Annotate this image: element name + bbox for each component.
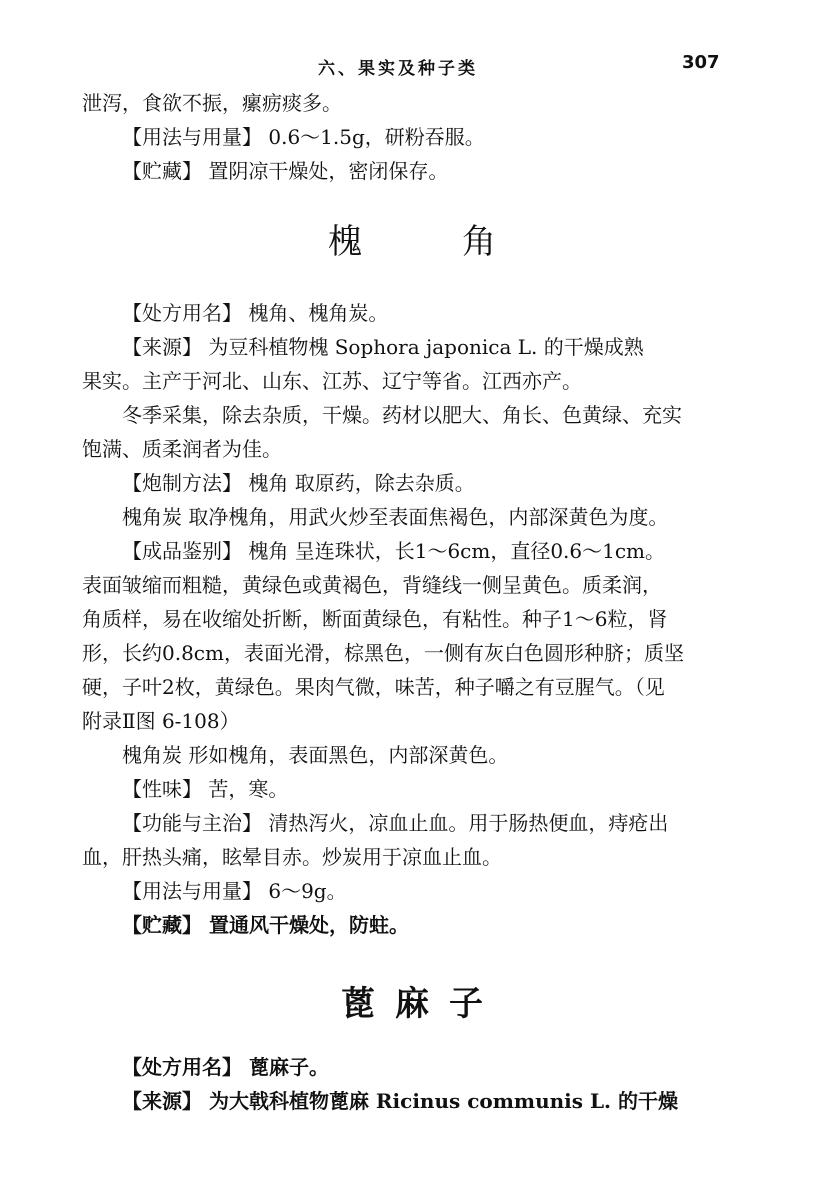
collection-line: 冬季采集，除去杂质，干燥。药材以肥大、角长、色黄绿、充实: [122, 403, 682, 427]
source-line: 【来源】 为大戟科植物蓖麻 Ricinus communis L. 的干燥: [122, 1089, 678, 1113]
storage: 【贮藏】 置通风干燥处，防蛀。: [122, 913, 409, 937]
title-char: 角: [462, 222, 496, 262]
title-char: 子: [449, 984, 483, 1024]
title-char: 麻: [395, 984, 429, 1024]
title-char: 槐: [328, 222, 362, 262]
page-number: 307: [682, 52, 720, 73]
function-line: 血，肝热头痛，眩晕目赤。炒炭用于凉血止血。: [82, 845, 502, 869]
identification-line: 形，长约0.8cm，表面光滑，棕黑色，一侧有灰白色圆形种脐；质坚: [82, 641, 684, 665]
continued-text: 泄泻，食欲不振，瘰疬痰多。: [82, 91, 342, 115]
identification-line: 【成品鉴别】 槐角 呈连珠状，长1～6cm，直径0.6～1cm。: [122, 539, 666, 563]
processing-line: 槐角炭 取净槐角，用武火炒至表面焦褐色，内部深黄色为度。: [122, 505, 669, 529]
usage-dosage: 【用法与用量】 0.6～1.5g，研粉吞服。: [122, 125, 485, 149]
identification-line: 硬，子叶2枚，黄绿色。果肉气微，味苦，种子嚼之有豆腥气。（见: [82, 675, 665, 699]
identification-line: 表面皱缩而粗糙，黄绿色或黄褐色，背缝线一侧呈黄色。质柔润，: [82, 573, 662, 597]
identification-line: 角质样，易在收缩处折断，断面黄绿色，有粘性。种子1～6粒，肾: [82, 607, 668, 631]
page-body: [82, 86, 742, 1118]
identification-line: 附录Ⅱ图 6-108）: [82, 709, 240, 733]
function-line: 【功能与主治】 清热泻火，凉血止血。用于肠热便血，痔疮出: [122, 811, 669, 835]
identification-line: 槐角炭 形如槐角，表面黑色，内部深黄色。: [122, 743, 509, 767]
usage-dosage: 【用法与用量】 6～9g。: [122, 879, 347, 903]
section-title-bimazi: [82, 980, 742, 1028]
source-line: 果实。主产于河北、山东、江苏、辽宁等省。江西亦产。: [82, 369, 582, 393]
collection-line: 饱满、质柔润者为佳。: [82, 437, 282, 461]
page-header: [0, 52, 832, 82]
nature-flavor: 【性味】 苦，寒。: [122, 777, 289, 801]
running-head: 六、果实及种子类: [318, 59, 478, 79]
prescription-names: 【处方用名】 槐角、槐角炭。: [122, 301, 389, 325]
storage: 【贮藏】 置阴凉干燥处，密闭保存。: [122, 159, 449, 183]
title-char: 蓖: [341, 984, 375, 1024]
source-line: 【来源】 为豆科植物槐 Sophora japonica L. 的干燥成熟: [122, 335, 644, 359]
prescription-names: 【处方用名】 蓖麻子。: [122, 1055, 329, 1079]
section-title-huaijiao: [82, 218, 742, 266]
processing-line: 【炮制方法】 槐角 取原药，除去杂质。: [122, 471, 475, 495]
